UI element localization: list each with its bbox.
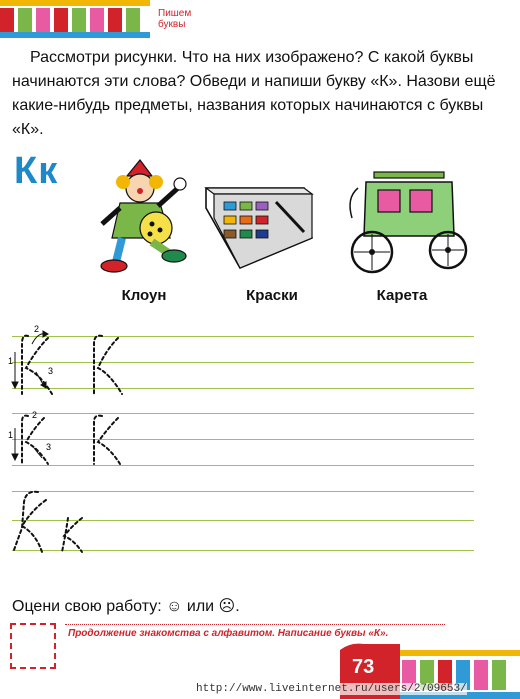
watermark-url: http://www.liveinternet.ru/users/2709653/	[196, 683, 467, 695]
carriage-icon	[344, 158, 470, 278]
stroke-number: 2	[34, 324, 40, 334]
stroke-number: 3	[48, 366, 54, 376]
tracing-letters-row-3	[6, 488, 106, 560]
caption-carriage: Карета	[376, 287, 428, 304]
tracing-letters-row-2	[6, 406, 126, 470]
caption-paints: Краски	[246, 287, 298, 304]
caption-clown: Клоун	[121, 287, 167, 304]
section-title: Пишем буквы	[158, 8, 192, 30]
footer-note: Продолжение знакомства с алфавитом. Написание буквы «К».	[68, 628, 389, 639]
tracing-letters-row-1	[6, 322, 126, 402]
self-check-box[interactable]	[10, 623, 56, 669]
big-letter: Кк	[14, 150, 59, 192]
stroke-number: 1	[8, 430, 14, 440]
footer-divider	[65, 624, 445, 625]
self-check-text: Оцени свою работу: ☺ или ☹.	[12, 598, 240, 615]
instructions-text: Рассмотри рисунки. Что на них изображено? С какой буквы начинаются эти слова? Обведи и напиши букву «К». Назови ещё какие-нибудь предметы, названия которых начинаются с буквы «К».	[12, 49, 496, 138]
paint-box-icon	[200, 158, 316, 278]
clown-icon	[92, 158, 192, 278]
stroke-number: 1	[8, 356, 14, 366]
page-number: 73	[352, 656, 375, 678]
stroke-number: 3	[46, 442, 52, 452]
stroke-number: 2	[32, 410, 38, 420]
ornament-band	[0, 0, 150, 38]
